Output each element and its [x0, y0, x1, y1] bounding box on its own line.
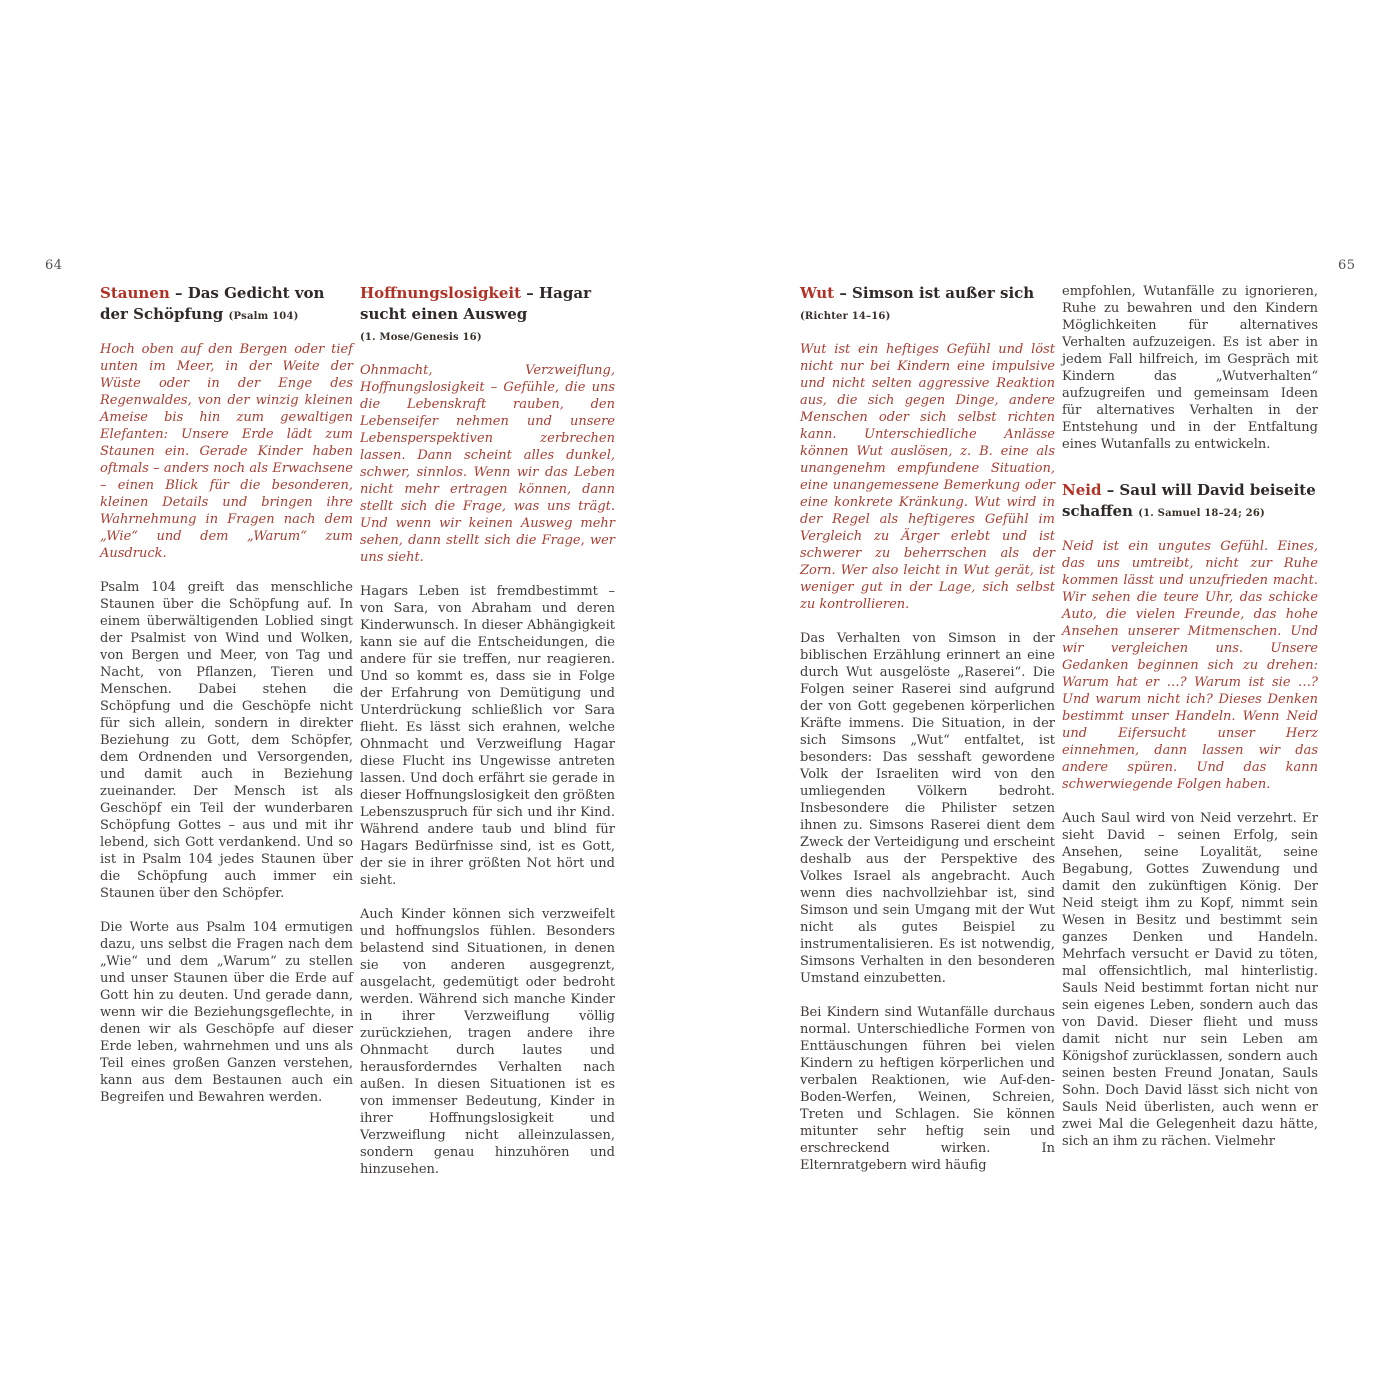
body-paragraph: Hagars Leben ist fremdbestimmt – von Sara, von Abraham und deren Kinderwunsch. In dieser Abhängigkeit kann sie auf die Entscheidungen, die andere für sie treffen, nur reagieren. Und so kommt es, dass sie in Folge der Erfahrung von Demütigung und Unterdrückung schließlich vor Sara flieht. Es lässt sich erahnen, welche Ohnmacht und Verzweiflung Hagar diese Flucht ins Ungewisse antreten lassen. Und doch erfährt sie gerade in dieser Hoffnungslosigkeit den größten Lebenszuspruch für sich und ihr Kind. Während andere taub und blind für Hagars Bedürfnisse sind, ist es Gott, der sie in ihrer größten Not hört und sieht.: [360, 584, 615, 888]
article-reference: (1. Mose/Genesis 16): [360, 332, 482, 343]
body-paragraph: Das Verhalten von Simson in der biblischen Erzählung erinnert an eine durch Wut ausgelöste „Raserei“. Die Folgen seiner Raserei sind aufgrund der von Gott gegebenen körperlichen Kräfte immens. Die Situation, in der sich Simsons „Wut“ entfaltet, ist besonders: Das sesshaft gewordene Volk der Israeliten wird von den umliegenden Völkern bedroht. Insbesondere die Philister setzen ihnen zu. Simsons Raserei dient dem Zweck der Verteidigung und erscheint deshalb aus der Perspektive des Volkes Israel als angebracht. Auch wenn dies nachvollziehbar ist, sind Simson und sein Umgang mit der Wut nicht als gutes Beispiel zu instrumentalisieren. Es ist notwendig, Simsons Verhalten in den besonderen Umstand einzubetten.: [800, 631, 1055, 986]
article-heading-neid: [1062, 480, 1318, 524]
body-paragraph: Psalm 104 greift das menschliche Staunen über die Schöpfung auf. In einem überwältigenden Loblied singt der Psalmist von Wind und Wolken, von Bergen und Meer, von Tag und Nacht, von Pflanzen, Tieren und Menschen. Dabei stehen die Schöpfung und die Geschöpfe nicht für sich allein, sondern in direkter Beziehung zu Gott, dem Schöpfer, dem Ordnenden und Versorgenden, und damit auch in Beziehung zueinander. Der Mensch ist als Geschöpf ein Teil der wunderbaren Schöpfung Gottes – aus und mit ihr lebend, sich Gott verdankend. Und so ist in Psalm 104 jedes Staunen über die Schöpfung auch immer ein Staunen über den Schöpfer.: [100, 580, 353, 901]
page64-column-2: [360, 283, 615, 1178]
article-keyword: Hoffnungslosigkeit: [360, 284, 522, 302]
article-intro: Wut ist ein heftiges Gefühl und löst nicht nur bei Kindern eine impulsive und nicht selten aggressive Reaktion aus, die sich gegen Dinge, andere Menschen oder sich selbst richten kann. Unterschiedliche Anlässe können Wut auslösen, z. B. eine als unangenehm empfundene Situation, eine unangemessene Bemerkung oder eine konkrete Kränkung. Wut wird in der Regel als heftigeres Gefühl im Vergleich zu Ärger erlebt und ist schwerer zu beherrschen als der Zorn. Wer also leicht in Wut gerät, ist weniger gut in der Lage, sich selbst zu kontrollieren.: [800, 342, 1055, 612]
page-number-right: 65: [1338, 258, 1356, 273]
article-keyword: Staunen: [100, 284, 170, 302]
page65-column-1: [800, 283, 1055, 1174]
article-heading-staunen: [100, 283, 353, 327]
article-intro: Neid ist ein ungutes Gefühl. Eines, das uns umtreibt, nicht zur Ruhe kommen lässt und unzufrieden macht. Wir sehen die teure Uhr, das schicke Auto, die vielen Freunde, das hohe Ansehen unserer Mitmenschen. Und wir vergleichen uns. Unsere Gedanken beginnen sich zu drehen: Warum hat er …? Warum ist sie …? Und warum nicht ich? Dieses Denken bestimmt unser Handeln. Wenn Neid und Eifersucht unser Herz einnehmen, dann lassen wir das andere spüren. Und das kann schwerwiegende Folgen haben.: [1062, 539, 1318, 792]
article-keyword: Wut: [800, 284, 835, 302]
page65-column-2: [1062, 283, 1318, 1150]
page64-column-1: [100, 283, 353, 1106]
article-title: – Hagar sucht einen Ausweg: [360, 284, 592, 323]
body-paragraph: Auch Saul wird von Neid verzehrt. Er sieht David – seinen Erfolg, sein Ansehen, seine Loyalität, seine Begabung, Gottes Zuwendung und damit den zukünftigen König. Der Neid steigt ihm zu Kopf, nimmt sein Wesen in Besitz und bestimmt sein ganzes Denken und Handeln. Mehrfach versucht er David zu töten, mal offensichtlich, mal hinterlistig. Sauls Neid bestimmt fortan nicht nur sein eigenes Leben, sondern auch das von David. Dieser flieht und muss damit nicht nur sein Leben am Königshof zurücklassen, sondern auch seinen besten Freund Jonatan, Sauls Sohn. Doch David lässt sich nicht von Sauls Neid überlisten, auch wenn er zwei Mal die Gelegenheit dazu hätte, sich an ihm zu rächen. Vielmehr: [1062, 811, 1318, 1149]
article-intro: Ohnmacht, Verzweiflung, Hoffnungslosigkeit – Gefühle, die uns die Lebenskraft rauben, den Lebenseifer nehmen und unsere Lebensperspektiven zerbrechen lassen. Dann scheint alles dunkel, schwer, sinnlos. Wenn wir das Leben nicht mehr ertragen können, dann stellt sich die Frage, was uns trägt. Und wenn wir keinen Ausweg mehr sehen, dann stellt sich die Frage, wer uns sieht.: [360, 363, 615, 565]
article-reference: (Psalm 104): [228, 311, 299, 322]
body-paragraph: Auch Kinder können sich verzweifelt und hoffnungslos fühlen. Besonders belastend sind Situationen, in denen sie von anderen ausgegrenzt, ausgelacht, gedemütigt oder bedroht werden. Während sich manche Kinder in ihrer Verzweiflung völlig zurückziehen, tragen andere ihre Ohnmacht durch lautes und herausforderndes Verhalten nach außen. In diesen Situationen ist es von immenser Bedeutung, Kinder in ihrer Hoffnungslosigkeit und Verzweiflung nicht alleinzulassen, sondern genau hinzuhören und hinzusehen.: [360, 907, 615, 1177]
body-paragraph: Bei Kindern sind Wutanfälle durchaus normal. Unterschiedliche Formen von Enttäuschungen führen bei vielen Kindern zu heftigen körperlichen und verbalen Reaktionen, wie Auf-den-Boden-Werfen, Weinen, Schreien, Treten und Schlagen. Sie können mitunter sehr heftig sein und erschreckend wirken. In Elternratgebern wird häufig: [800, 1005, 1055, 1173]
article-title: – Das Gedicht von der Schöpfung: [100, 284, 325, 323]
article-intro: Hoch oben auf den Bergen oder tief unten im Meer, in der Weite der Wüste oder in der Enge des Regenwaldes, von der winzig kleinen Ameise bis hin zum gewaltigen Elefanten: Unsere Erde lädt zum Staunen ein. Gerade Kinder haben oftmals – anders noch als Erwachsene – einen Blick für die besonderen, kleinen Details und bringen ihre Wahrnehmung in Fragen nach dem „Wie“ und dem „Warum“ zum Ausdruck.: [100, 342, 353, 561]
article-keyword: Neid: [1062, 481, 1102, 499]
article-heading-hoffnungslosigkeit: [360, 283, 615, 348]
article-title: – Saul will David beiseite schaffen: [1062, 481, 1316, 520]
page-number-left: 64: [45, 258, 63, 273]
article-title: – Simson ist außer sich: [839, 284, 1035, 302]
article-reference: (Richter 14–16): [800, 311, 891, 322]
article-reference: (1. Samuel 18–24; 26): [1138, 508, 1265, 519]
article-heading-wut: [800, 283, 1055, 327]
body-paragraph-continuation: empfohlen, Wutanfälle zu ignorieren, Ruhe zu bewahren und den Kindern Möglichkeiten für alternatives Verhalten aufzuzeigen. Es ist aber in jedem Fall hilfreich, im Gespräch mit Kindern das „Wutverhalten“ aufzugreifen und gemeinsam Ideen für alternatives Verhalten in der Entstehung und in der Entfaltung eines Wutanfalls zu entwickeln.: [1062, 284, 1318, 452]
body-paragraph: Die Worte aus Psalm 104 ermutigen dazu, uns selbst die Fragen nach dem „Wie“ und dem „Warum“ zu stellen und unser Staunen über die Erde auf Gott hin zu deuten. Und gerade dann, wenn wir die Beziehungsgeflechte, in denen wir als Geschöpfe auf dieser Erde leben, wahrnehmen und uns als Teil eines großen Ganzen verstehen, kann aus dem Bestaunen auch ein Begreifen und Bewahren werden.: [100, 920, 353, 1105]
